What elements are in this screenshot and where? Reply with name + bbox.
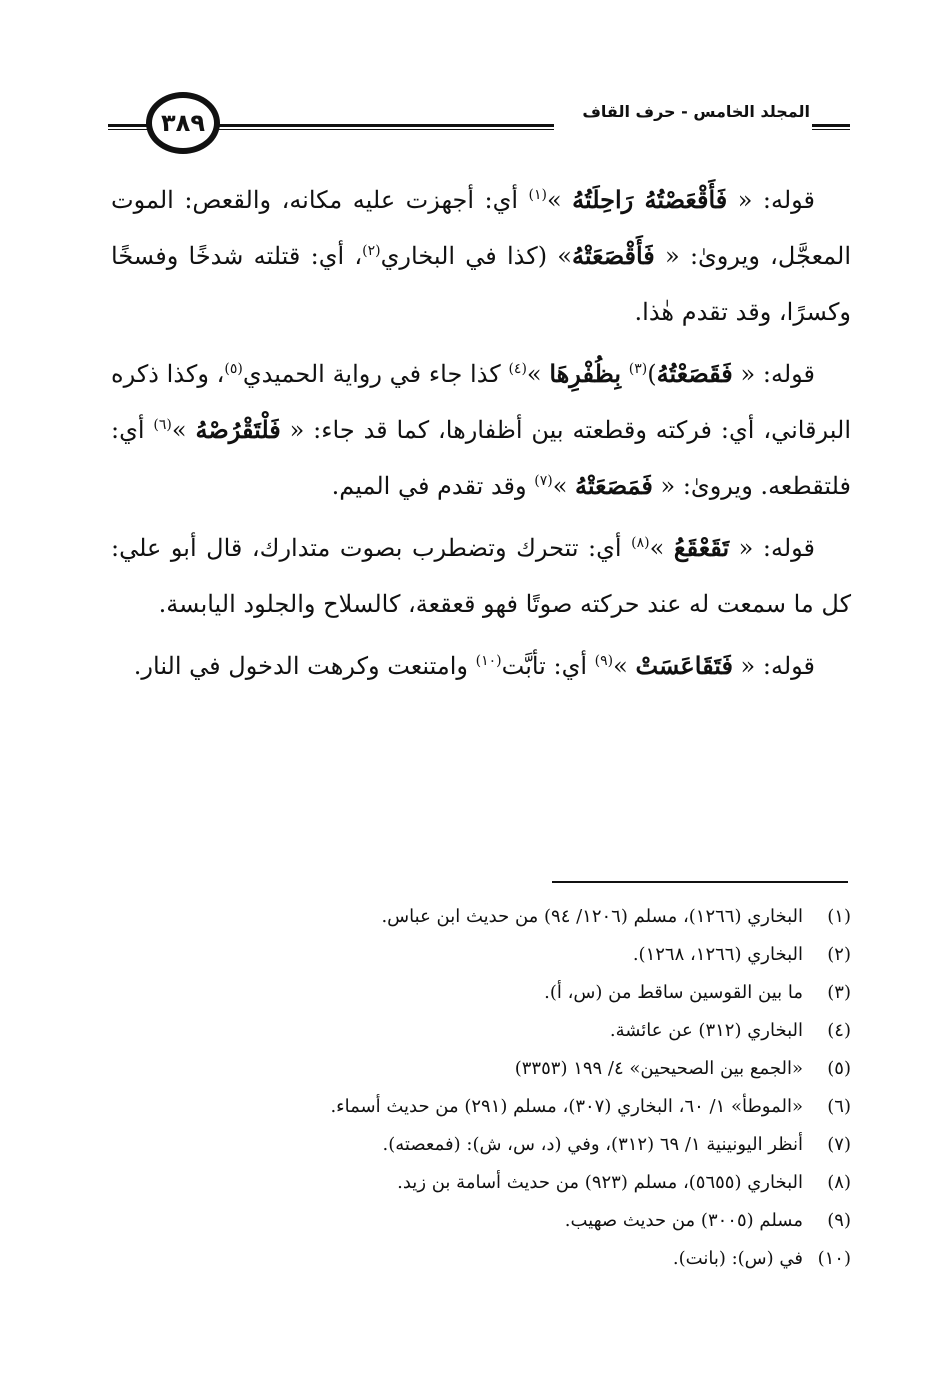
paragraph [111, 520, 851, 632]
footnote-item [111, 974, 851, 1012]
text-run: » (كذا في البخاري [380, 242, 572, 270]
text-run: » [552, 472, 576, 500]
footnote-separator [552, 881, 848, 883]
text-run: » [546, 186, 573, 214]
footnote-number: (٢) [827, 944, 851, 965]
header-rule-middle-thick [218, 124, 554, 127]
text-run: وامتنعت وكرهت الدخول في النار. [133, 652, 476, 680]
footnote-ref: (٥) [224, 361, 243, 377]
footnote-ref: (٢) [362, 243, 381, 259]
footnote-ref: (٤) [508, 361, 527, 377]
text-run: قوله: « [732, 360, 816, 388]
footnote-text: «الموطأ» ١/ ٦٠، البخاري (٣٠٧)، مسلم (٢٩١) من حديث أسماء. [330, 1096, 803, 1117]
text-run: أي: تتحرك وتضطرب بصوت متدارك، قال أبو علي: كل ما سمعت له عند حركته صوتًا فهو قعقعة، كالسلاح والجلود اليابسة. [111, 534, 851, 618]
text-run: وقد تقدم في الميم. [331, 472, 535, 500]
paragraph [111, 638, 851, 694]
footnote-item [111, 1050, 851, 1088]
footnote-text: البخاري (١٢٦٦)، مسلم (١٢٠٦/ ٩٤) من حديث ابن عباس. [381, 906, 803, 927]
footnote-item [111, 1240, 851, 1278]
footnote-text: البخاري (٣١٢) عن عائشة. [609, 1020, 803, 1041]
footnote-item [111, 1088, 851, 1126]
footnote-ref: (١) [528, 187, 547, 203]
footnote-ref: (١٠) [475, 653, 502, 669]
footnote-ref: (٦) [153, 417, 172, 433]
quoted-word: تَقَعْقَعُ [673, 533, 730, 562]
footnote-number: (١) [827, 906, 851, 927]
text-run: أي: أجهزت عليه مكانه، والقعص: الموت المعجَّل، ويروىٰ: « [111, 186, 852, 270]
text-run: قوله: « [727, 186, 815, 214]
quoted-word: فَمَصَعَتْهُ [575, 471, 653, 500]
footnote-item [111, 936, 851, 974]
main-text [111, 172, 851, 700]
header-rule-left-thick [108, 124, 150, 127]
footnote-ref: (٩) [594, 653, 614, 669]
footnote-text: البخاري (٥٦٥٥)، مسلم (٩٢٣) من حديث أسامة بن زيد. [397, 1172, 803, 1193]
page-number: ٣٨٩ [146, 92, 220, 154]
text-run: » [613, 652, 636, 680]
footnote-number: (٩) [827, 1210, 851, 1231]
quoted-word: بِظُفْرِهَا [549, 359, 622, 388]
footnote-number: (٨) [827, 1172, 851, 1193]
paragraph [111, 172, 851, 340]
quoted-word: فَتَقَاعَسَتْ [635, 651, 733, 680]
footnote-ref: (٧) [534, 473, 553, 489]
header-rule-right-thick [812, 124, 850, 127]
text-run: كذا جاء في رواية الحميدي [242, 360, 509, 388]
text-run: ، وكذا ذكره البرقاني، أي: فركته وقطعته بين أظفارها، كما قد جاء: « [111, 360, 851, 444]
footnote-number: (٦) [827, 1096, 851, 1117]
text-run: ) [647, 360, 657, 388]
footnote-number: (١٠) [817, 1248, 851, 1269]
footnote-text: البخاري (١٢٦٦، ١٢٦٨). [632, 944, 803, 965]
quoted-word: فَأَقْصَعَتْهُ [572, 241, 655, 270]
header-rule-right-thin [812, 129, 850, 130]
quoted-word: فَلْتَقْرُصْهُ [195, 415, 281, 444]
footnote-item [111, 898, 851, 936]
footnote-text: في (س): (بانت). [672, 1248, 803, 1269]
quoted-word: فَأَقْعَصْتُهُ رَاحِلَتُهُ [572, 185, 728, 214]
footnote-text: مسلم (٣٠٠٥) من حديث صهيب. [564, 1210, 803, 1231]
text-run: قوله: « [732, 652, 815, 680]
footnote-item [111, 1126, 851, 1164]
text-run: أي: فلتقطعه. ويروىٰ: « [111, 416, 851, 500]
paragraph [111, 346, 851, 514]
footnote-ref: (٣) [628, 361, 648, 377]
footnote-number: (٤) [827, 1020, 851, 1041]
header-rule-middle-thin [218, 129, 554, 130]
text-run: ، أي: قتلته شدخًا وفسخًا وكسرًا، وقد تقدم هٰذا. [111, 242, 851, 326]
text-run: » [171, 416, 196, 444]
text-run: » [526, 360, 550, 388]
text-run: » [649, 534, 674, 562]
text-run [621, 360, 629, 388]
footnote-item [111, 1164, 851, 1202]
footnote-number: (٣) [827, 982, 851, 1003]
footnote-text: أنظر اليونينية ١/ ٦٩ (٣١٢)، وفي (د، س، ش): (فمعصته). [382, 1134, 803, 1155]
text-run: قوله: « [729, 534, 816, 562]
running-header [108, 92, 850, 158]
footnote-item [111, 1012, 851, 1050]
footnote-ref: (٨) [631, 535, 650, 551]
footnote-item [111, 1202, 851, 1240]
footnote-text: ما بين القوسين ساقط من (س، أ). [544, 982, 803, 1003]
text-run: أي: تأبَّت [501, 652, 595, 680]
quoted-word: فَقَصَعْتُهُ [656, 359, 733, 388]
footnote-number: (٧) [827, 1134, 851, 1155]
header-title: المجلد الخامس - حرف القاف [582, 102, 810, 121]
footnotes-list [111, 898, 851, 1278]
footnote-text: «الجمع بين الصحيحين» ٤/ ١٩٩ (٣٣٥٣) [514, 1058, 803, 1079]
footnote-number: (٥) [827, 1058, 851, 1079]
header-rule-left-thin [108, 129, 150, 130]
